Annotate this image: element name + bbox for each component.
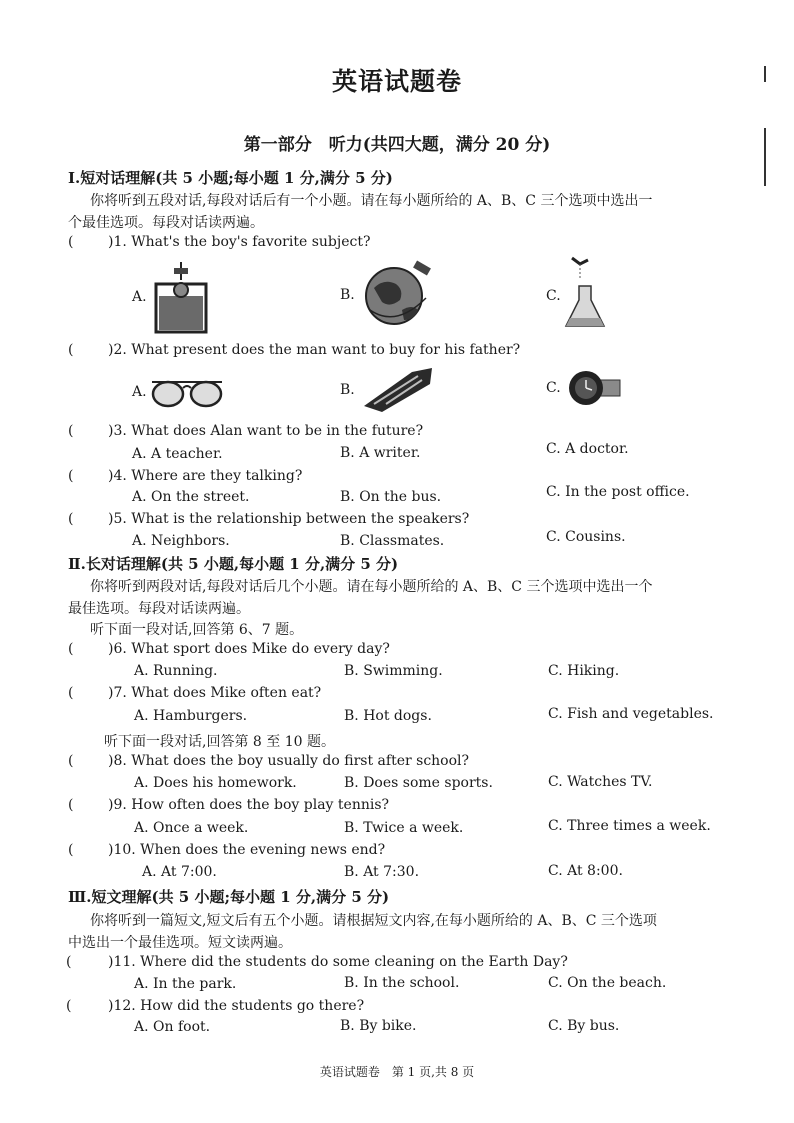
answer-blank-9[interactable]: ( — [68, 797, 74, 813]
section-1-heading: Ⅰ.短对话理解(共 5 小题;每小题 1 分,满分 5 分) — [68, 169, 393, 187]
q4-option-b: B. On the bus. — [340, 489, 442, 505]
q5-option-c: C. Cousins. — [546, 529, 626, 545]
q11-option-a: A. In the park. — [134, 976, 237, 992]
section-2-dialogue-1-note: 听下面一段对话,回答第 6、7 题。 — [90, 622, 304, 638]
answer-blank-1[interactable]: ( — [68, 234, 74, 250]
q4-option-a: A. On the street. — [132, 489, 250, 505]
q7-option-c: C. Fish and vegetables. — [548, 706, 714, 722]
q10-option-b: B. At 7:30. — [344, 864, 420, 880]
q5-option-a: A. Neighbors. — [132, 533, 230, 549]
question-8: )8. What does the boy usually do first after school? — [108, 753, 470, 769]
q11-option-b: B. In the school. — [344, 975, 460, 991]
answer-blank-7[interactable]: ( — [68, 685, 74, 701]
necktie-icon — [360, 364, 436, 414]
q2-option-b-label: B. — [340, 382, 355, 398]
section-2-dialogue-2-note: 听下面一段对话,回答第 8 至 10 题。 — [104, 734, 335, 750]
question-10: )10. When does the evening news end? — [108, 842, 386, 858]
wristwatch-icon — [566, 368, 622, 408]
answer-blank-3[interactable]: ( — [68, 423, 74, 439]
q7-option-a: A. Hamburgers. — [134, 708, 248, 724]
chemistry-flask-icon — [562, 256, 608, 332]
question-6: )6. What sport does Mike do every day? — [108, 641, 390, 657]
q3-option-c: C. A doctor. — [546, 441, 629, 457]
page-title: 英语试题卷 — [331, 67, 462, 96]
globe-satellite-icon — [360, 258, 436, 330]
q11-option-c: C. On the beach. — [548, 975, 667, 991]
q3-option-a: A. A teacher. — [132, 446, 223, 462]
q7-option-b: B. Hot dogs. — [344, 708, 432, 724]
q9-option-b: B. Twice a week. — [344, 820, 464, 836]
q8-option-a: A. Does his homework. — [134, 775, 297, 791]
section-1-instruction-line-1: 你将听到五段对话,每段对话后有一个小题。请在每小题所给的 A、B、C 三个选项中选出一 — [90, 193, 653, 209]
q1-option-b-label: B. — [340, 287, 355, 303]
q6-option-a: A. Running. — [134, 663, 218, 679]
q6-option-c: C. Hiking. — [548, 663, 620, 679]
q9-option-c: C. Three times a week. — [548, 818, 711, 834]
section-3-instruction-line-2: 中选出一个最佳选项。短文读两遍。 — [68, 935, 292, 951]
question-9: )9. How often does the boy play tennis? — [108, 797, 390, 813]
q2-option-c-label: C. — [546, 380, 561, 396]
q1-option-a-label: A. — [132, 289, 147, 305]
question-2: )2. What present does the man want to buy for his father? — [108, 342, 521, 358]
answer-blank-6[interactable]: ( — [68, 641, 74, 657]
physics-experiment-icon — [154, 262, 208, 334]
q8-option-c: C. Watches TV. — [548, 774, 653, 790]
answer-blank-12[interactable]: ( — [66, 998, 72, 1014]
sunglasses-icon — [150, 374, 224, 410]
question-11: )11. Where did the students do some cleaning on the Earth Day? — [108, 954, 568, 970]
q10-option-c: C. At 8:00. — [548, 863, 623, 879]
answer-blank-2[interactable]: ( — [68, 342, 74, 358]
q4-option-c: C. In the post office. — [546, 484, 690, 500]
q12-option-a: A. On foot. — [134, 1019, 211, 1035]
answer-blank-8[interactable]: ( — [68, 753, 74, 769]
q12-option-c: C. By bus. — [548, 1018, 620, 1034]
question-4: )4. Where are they talking? — [108, 468, 303, 484]
section-3-heading: Ⅲ.短文理解(共 5 小题;每小题 1 分,满分 5 分) — [68, 888, 390, 906]
answer-blank-10[interactable]: ( — [68, 842, 74, 858]
answer-blank-11[interactable]: ( — [66, 954, 72, 970]
answer-blank-5[interactable]: ( — [68, 511, 74, 527]
answer-blank-4[interactable]: ( — [68, 468, 74, 484]
q8-option-b: B. Does some sports. — [344, 775, 493, 791]
question-5: )5. What is the relationship between the speakers? — [108, 511, 470, 527]
section-2-instruction-line-1: 你将听到两段对话,每段对话后几个小题。请在每小题所给的 A、B、C 三个选项中选出一个 — [90, 579, 653, 595]
part-one-heading: 第一部分 听力(共四大题，满分 20 分) — [243, 135, 551, 155]
q3-option-b: B. A writer. — [340, 445, 421, 461]
q10-option-a: A. At 7:00. — [142, 864, 217, 880]
question-7: )7. What does Mike often eat? — [108, 685, 322, 701]
question-3: )3. What does Alan want to be in the future? — [108, 423, 424, 439]
section-1-instruction-line-2: 个最佳选项。每段对话读两遍。 — [68, 215, 264, 231]
q5-option-b: B. Classmates. — [340, 533, 445, 549]
q1-option-c-label: C. — [546, 288, 561, 304]
q12-option-b: B. By bike. — [340, 1018, 417, 1034]
section-3-instruction-line-1: 你将听到一篇短文,短文后有五个小题。请根据短文内容,在每小题所给的 A、B、C 三个选项 — [90, 913, 657, 929]
q9-option-a: A. Once a week. — [134, 820, 249, 836]
question-12: )12. How did the students go there? — [108, 998, 365, 1014]
q6-option-b: B. Swimming. — [344, 663, 443, 679]
section-2-heading: Ⅱ.长对话理解(共 5 小题,每小题 1 分,满分 5 分) — [68, 555, 399, 573]
section-2-instruction-line-2: 最佳选项。每段对话读两遍。 — [68, 601, 250, 617]
question-1: )1. What's the boy's favorite subject? — [108, 234, 371, 250]
q2-option-a-label: A. — [132, 384, 147, 400]
page-footer: 英语试题卷 第 1 页,共 8 页 — [319, 1065, 475, 1079]
